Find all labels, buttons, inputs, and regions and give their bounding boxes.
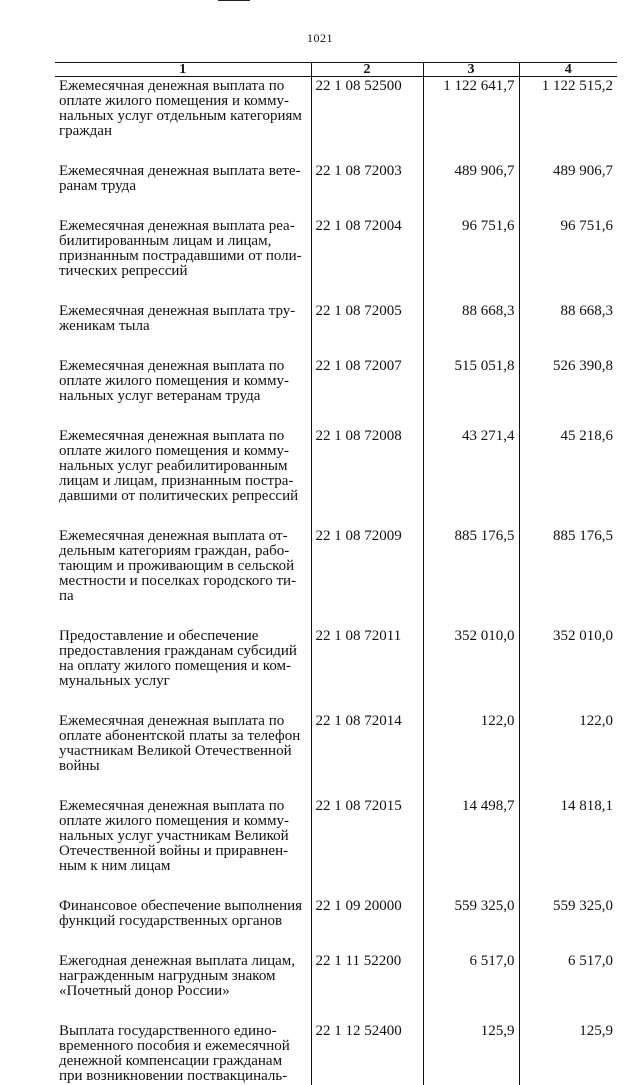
budget-code-cell: 22 1 08 72009 [311, 527, 423, 627]
expense-name-cell [55, 77, 311, 163]
budget-code-cell: 22 1 08 72015 [311, 797, 423, 897]
table-row [55, 302, 617, 357]
budget-code-cell: 22 1 11 52200 [311, 952, 423, 1022]
table-row [55, 527, 617, 627]
amount-col4-cell: 885 176,5 [519, 527, 617, 627]
expense-name-line: войны [59, 758, 100, 774]
table-row [55, 712, 617, 797]
expense-name-line: на оплату жилого помещения и ком- [59, 658, 292, 674]
amount-col4-cell: 1 122 515,2 [519, 77, 617, 163]
budget-code-cell: 22 1 08 52500 [311, 77, 423, 163]
expense-name-line: Финансовое обеспечение выполнения [59, 898, 303, 914]
budget-code-cell: 22 1 08 72005 [311, 302, 423, 357]
expense-name-cell [55, 357, 311, 427]
expense-name-line: тающим и проживающим в сельской [59, 558, 295, 574]
amount-col3-cell: 352 010,0 [423, 627, 519, 712]
expense-name-line: дельным категориям граждан, рабо- [59, 543, 290, 559]
amount-col4-cell: 352 010,0 [519, 627, 617, 712]
expense-name-line: Ежегодная денежная выплата лицам, [59, 953, 296, 969]
table-row [55, 427, 617, 527]
amount-col4-cell: 559 325,0 [519, 897, 617, 952]
expense-name-line: тических репрессий [59, 263, 188, 279]
budget-code-cell: 22 1 08 72004 [311, 217, 423, 302]
table-row [55, 797, 617, 897]
amount-col3-cell: 489 906,7 [423, 162, 519, 217]
table-row [55, 357, 617, 427]
expense-name-line: па [59, 588, 74, 604]
budget-code-cell: 22 1 12 52400 [311, 1022, 423, 1085]
table-row [55, 162, 617, 217]
amount-col3-cell: 6 517,0 [423, 952, 519, 1022]
expense-name-line: Ежемесячная денежная выплата вете- [59, 163, 301, 179]
expense-name-line: «Почетный донор России» [59, 983, 230, 999]
table-row [55, 627, 617, 712]
table-row [55, 77, 617, 163]
expense-name-cell [55, 162, 311, 217]
expense-name-line: нальных услуг реабилитированным [59, 458, 288, 474]
amount-col3-cell: 122,0 [423, 712, 519, 797]
table-row [55, 897, 617, 952]
expense-name-cell [55, 712, 311, 797]
amount-col4-cell: 14 818,1 [519, 797, 617, 897]
expense-name-line: женикам тыла [59, 318, 150, 334]
expense-name-line: Выплата государственного едино- [59, 1023, 277, 1039]
budget-code-cell: 22 1 08 72014 [311, 712, 423, 797]
amount-col3-cell: 1 122 641,7 [423, 77, 519, 163]
expense-name-line: оплате жилого помещения и комму- [59, 813, 289, 829]
expense-name-line: временного пособия и ежемесячной [59, 1038, 290, 1054]
expense-name-cell [55, 302, 311, 357]
expense-name-line: ранам труда [59, 178, 136, 194]
amount-col4-cell: 526 390,8 [519, 357, 617, 427]
amount-col3-cell: 885 176,5 [423, 527, 519, 627]
expense-name-line: граждан [59, 123, 112, 139]
expense-name-cell [55, 527, 311, 627]
table-header-row [55, 63, 617, 77]
amount-col3-cell: 43 271,4 [423, 427, 519, 527]
expense-name-line: билитированным лицам и лицам, [59, 233, 272, 249]
expense-name-line: оплате жилого помещения и комму- [59, 93, 289, 109]
expense-name-line: Ежемесячная денежная выплата по [59, 798, 285, 814]
top-edge-mark [218, 0, 250, 1]
page-number: 1021 [307, 31, 333, 45]
expense-name-line: давшими от политических репрессий [59, 488, 299, 504]
expense-name-line: оплате абонентской платы за телефон [59, 728, 301, 744]
expense-name-line: местности и поселках городского ти- [59, 573, 297, 589]
budget-code-cell: 22 1 08 72007 [311, 357, 423, 427]
expense-name-line: Ежемесячная денежная выплата тру- [59, 303, 296, 319]
expense-name-line: награжденным нагрудным знаком [59, 968, 276, 984]
amount-col3-cell: 125,9 [423, 1022, 519, 1085]
budget-code-cell: 22 1 08 72003 [311, 162, 423, 217]
expense-name-cell [55, 1022, 311, 1085]
expense-name-cell [55, 427, 311, 527]
column-header: 2 [311, 63, 423, 77]
amount-col3-cell: 96 751,6 [423, 217, 519, 302]
expense-name-line: оплате жилого помещения и комму- [59, 443, 289, 459]
expense-name-line: денежной компенсации гражданам [59, 1053, 283, 1069]
expense-name-line: мунальных услуг [59, 673, 170, 689]
expense-name-line: Ежемесячная денежная выплата от- [59, 528, 288, 544]
amount-col4-cell: 45 218,6 [519, 427, 617, 527]
column-header: 3 [423, 63, 519, 77]
expense-name-line: Ежемесячная денежная выплата реа- [59, 218, 295, 234]
amount-col4-cell: 122,0 [519, 712, 617, 797]
budget-code-cell: 22 1 08 72011 [311, 627, 423, 712]
table-row [55, 952, 617, 1022]
amount-col4-cell: 96 751,6 [519, 217, 617, 302]
expense-name-line: Ежемесячная денежная выплата по [59, 358, 285, 374]
expense-name-line: Ежемесячная денежная выплата по [59, 713, 285, 729]
expense-name-cell [55, 797, 311, 897]
amount-col3-cell: 515 051,8 [423, 357, 519, 427]
expense-name-line: участникам Великой Отечественной [59, 743, 292, 759]
amount-col3-cell: 14 498,7 [423, 797, 519, 897]
amount-col4-cell: 88 668,3 [519, 302, 617, 357]
table-row [55, 1022, 617, 1085]
budget-code-cell: 22 1 08 72008 [311, 427, 423, 527]
amount-col3-cell: 559 325,0 [423, 897, 519, 952]
expense-name-line: нальных услуг участникам Великой [59, 828, 289, 844]
expense-name-cell [55, 952, 311, 1022]
column-header: 1 [55, 63, 311, 77]
expense-name-line: Ежемесячная денежная выплата по [59, 78, 285, 94]
expense-name-line: признанным пострадавшими от поли- [59, 248, 302, 264]
amount-col4-cell: 125,9 [519, 1022, 617, 1085]
budget-code-cell: 22 1 09 20000 [311, 897, 423, 952]
expense-name-line: функций государственных органов [59, 913, 283, 929]
expense-name-line: при возникновении поствакциналь- [59, 1068, 288, 1084]
expense-name-line: оплате жилого помещения и комму- [59, 373, 289, 389]
expense-name-cell [55, 897, 311, 952]
expense-name-cell [55, 217, 311, 302]
expense-name-cell [55, 627, 311, 712]
column-header: 4 [519, 63, 617, 77]
expense-name-line: предоставления гражданам субсидий [59, 643, 297, 659]
amount-col4-cell: 489 906,7 [519, 162, 617, 217]
expense-name-line: ным к ним лицам [59, 858, 171, 874]
expense-name-line: лицам и лицам, признанным постра- [59, 473, 294, 489]
expense-name-line: Ежемесячная денежная выплата по [59, 428, 285, 444]
expense-name-line: нальных услуг ветеранам труда [59, 388, 261, 404]
expense-name-line: Отечественной войны и приравнен- [59, 843, 289, 859]
amount-col3-cell: 88 668,3 [423, 302, 519, 357]
budget-table [55, 62, 617, 1085]
amount-col4-cell: 6 517,0 [519, 952, 617, 1022]
expense-name-line: Предоставление и обеспечение [59, 628, 259, 644]
table-row [55, 217, 617, 302]
expense-name-line: нальных услуг отдельным категориям [59, 108, 302, 124]
